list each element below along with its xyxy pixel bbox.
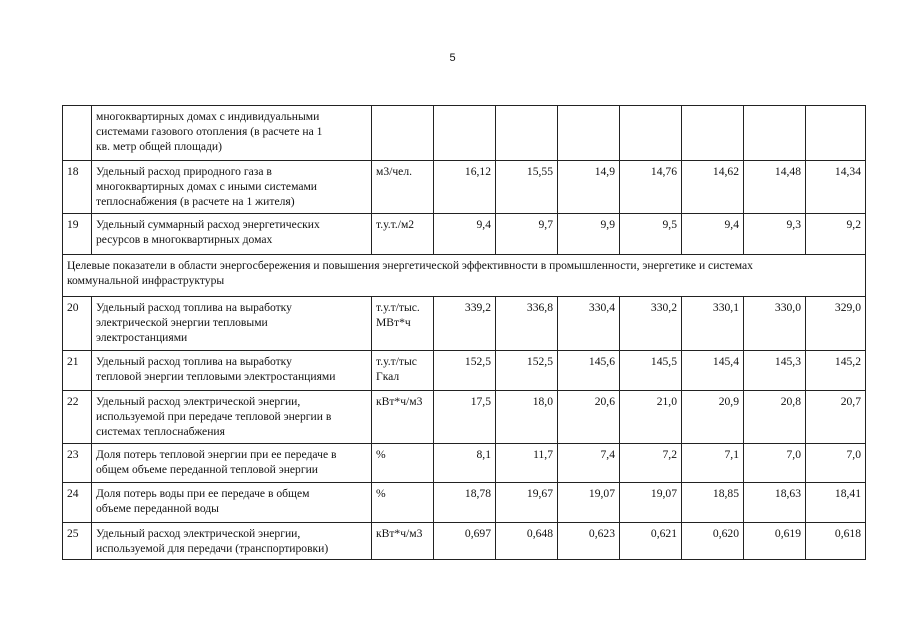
cell-value: 9,2: [806, 214, 866, 255]
cell-unit: [372, 351, 434, 391]
cell-value: 14,76: [620, 161, 682, 214]
cell-value: 0,621: [620, 523, 682, 560]
cell-value: 19,67: [496, 483, 558, 523]
cell-value: 145,4: [682, 351, 744, 391]
cell-unit: [372, 297, 434, 351]
cell-value: 17,5: [434, 391, 496, 444]
cell-value: 19,07: [558, 483, 620, 523]
cell-value: 0,648: [496, 523, 558, 560]
cell-value: 18,85: [682, 483, 744, 523]
table-row: [63, 351, 866, 391]
cell-number: 19: [63, 214, 92, 255]
desc-line: Доля потерь воды при ее передаче в общем: [96, 487, 310, 500]
indicators-table: [62, 105, 866, 560]
table-row-continuation: [63, 106, 866, 161]
cell-value: [620, 106, 682, 161]
desc-line: используемой при передаче тепловой энергии в: [96, 410, 332, 423]
unit-line: %: [376, 448, 386, 461]
cell-value: 18,0: [496, 391, 558, 444]
section-header-row: [63, 255, 866, 297]
cell-unit: [372, 161, 434, 214]
cell-value: 9,5: [620, 214, 682, 255]
cell-description: [92, 391, 372, 444]
cell-description: [92, 106, 372, 161]
cell-number: 23: [63, 444, 92, 483]
desc-line: теплоснабжения (в расчете на 1 жителя): [96, 195, 295, 208]
cell-value: 330,0: [744, 297, 806, 351]
cell-value: 9,3: [744, 214, 806, 255]
desc-line: объеме переданной воды: [96, 502, 219, 515]
cell-value: 14,62: [682, 161, 744, 214]
cell-description: [92, 483, 372, 523]
cell-value: 19,07: [620, 483, 682, 523]
desc-line: используемой для передачи (транспортировки): [96, 542, 329, 555]
cell-unit: [372, 483, 434, 523]
cell-value: 8,1: [434, 444, 496, 483]
cell-value: [496, 106, 558, 161]
cell-value: 330,1: [682, 297, 744, 351]
table-row: [63, 483, 866, 523]
cell-value: 21,0: [620, 391, 682, 444]
table-row: [63, 391, 866, 444]
cell-value: 0,697: [434, 523, 496, 560]
cell-value: 145,3: [744, 351, 806, 391]
cell-value: 11,7: [496, 444, 558, 483]
unit-line: м3/чел.: [376, 165, 413, 178]
table-row: [63, 444, 866, 483]
cell-value: 20,9: [682, 391, 744, 444]
table-body: [63, 106, 866, 560]
desc-line: Удельный суммарный расход энергетических: [96, 218, 320, 231]
cell-unit: [372, 523, 434, 560]
unit-line: т.у.т./м2: [376, 218, 415, 231]
cell-value: 0,619: [744, 523, 806, 560]
cell-value: 145,6: [558, 351, 620, 391]
cell-value: 18,78: [434, 483, 496, 523]
cell-unit: [372, 106, 434, 161]
unit-line: т.у.т/тыс: [376, 355, 417, 368]
cell-number: [63, 106, 92, 161]
cell-value: 14,48: [744, 161, 806, 214]
cell-value: 16,12: [434, 161, 496, 214]
page-number: 5: [449, 52, 456, 64]
cell-value: 7,1: [682, 444, 744, 483]
cell-value: 9,4: [682, 214, 744, 255]
cell-value: 18,63: [744, 483, 806, 523]
cell-value: 7,0: [744, 444, 806, 483]
cell-number: 20: [63, 297, 92, 351]
cell-description: [92, 161, 372, 214]
cell-value: 336,8: [496, 297, 558, 351]
cell-value: [682, 106, 744, 161]
cell-description: [92, 351, 372, 391]
cell-value: [744, 106, 806, 161]
desc-line: Удельный расход электрической энергии,: [96, 527, 301, 540]
cell-value: 15,55: [496, 161, 558, 214]
table-row: [63, 297, 866, 351]
unit-line: Гкал: [376, 370, 400, 383]
cell-description: [92, 297, 372, 351]
cell-value: 9,4: [434, 214, 496, 255]
cell-value: 7,4: [558, 444, 620, 483]
cell-value: 145,5: [620, 351, 682, 391]
desc-line: Удельный расход топлива на выработку: [96, 355, 292, 368]
section-header: [63, 255, 866, 297]
table-row: [63, 523, 866, 560]
cell-description: [92, 214, 372, 255]
unit-line: кВт*ч/м3: [376, 527, 423, 540]
cell-number: 21: [63, 351, 92, 391]
desc-line: многоквартирных домах с индивидуальными: [96, 110, 320, 123]
cell-value: [806, 106, 866, 161]
cell-value: 20,7: [806, 391, 866, 444]
desc-line: многоквартирных домах с иными системами: [96, 180, 318, 193]
desc-line: Удельный расход природного газа в: [96, 165, 272, 178]
unit-line: %: [376, 487, 386, 500]
desc-line: системами газового отопления (в расчете на 1: [96, 125, 323, 138]
cell-value: 18,41: [806, 483, 866, 523]
cell-description: [92, 523, 372, 560]
cell-value: 152,5: [496, 351, 558, 391]
table-row: [63, 161, 866, 214]
section-header-line: коммунальной инфраструктуры: [67, 274, 225, 287]
cell-value: 339,2: [434, 297, 496, 351]
unit-line: т.у.т/тыс.: [376, 301, 420, 314]
cell-value: 145,2: [806, 351, 866, 391]
cell-unit: [372, 391, 434, 444]
desc-line: электростанциями: [96, 331, 188, 344]
desc-line: Удельный расход топлива на выработку: [96, 301, 292, 314]
cell-value: 0,623: [558, 523, 620, 560]
cell-number: 25: [63, 523, 92, 560]
cell-value: 9,9: [558, 214, 620, 255]
cell-value: 330,4: [558, 297, 620, 351]
desc-line: Удельный расход электрической энергии,: [96, 395, 301, 408]
cell-number: 24: [63, 483, 92, 523]
cell-number: 22: [63, 391, 92, 444]
cell-value: 0,620: [682, 523, 744, 560]
cell-value: 330,2: [620, 297, 682, 351]
desc-line: общем объеме переданной тепловой энергии: [96, 463, 319, 476]
cell-number: 18: [63, 161, 92, 214]
cell-value: [434, 106, 496, 161]
cell-value: 20,6: [558, 391, 620, 444]
cell-unit: [372, 214, 434, 255]
cell-value: [558, 106, 620, 161]
desc-line: тепловой энергии тепловыми электростанциями: [96, 370, 336, 383]
desc-line: Доля потерь тепловой энергии при ее передаче в: [96, 448, 337, 461]
cell-value: 7,2: [620, 444, 682, 483]
unit-line: МВт*ч: [376, 316, 411, 329]
cell-value: 329,0: [806, 297, 866, 351]
desc-line: ресурсов в многоквартирных домах: [96, 233, 273, 246]
table-row: [63, 214, 866, 255]
cell-unit: [372, 444, 434, 483]
cell-value: 152,5: [434, 351, 496, 391]
cell-value: 20,8: [744, 391, 806, 444]
desc-line: кв. метр общей площади): [96, 140, 222, 153]
cell-value: 0,618: [806, 523, 866, 560]
cell-value: 14,9: [558, 161, 620, 214]
desc-line: системах теплоснабжения: [96, 425, 225, 438]
section-header-line: Целевые показатели в области энергосбережения и повышения энергетической эффективности в промышленности, энергетике и системах: [67, 259, 753, 272]
cell-value: 9,7: [496, 214, 558, 255]
desc-line: электрической энергии тепловыми: [96, 316, 268, 329]
cell-value: 14,34: [806, 161, 866, 214]
cell-description: [92, 444, 372, 483]
cell-value: 7,0: [806, 444, 866, 483]
unit-line: кВт*ч/м3: [376, 395, 423, 408]
